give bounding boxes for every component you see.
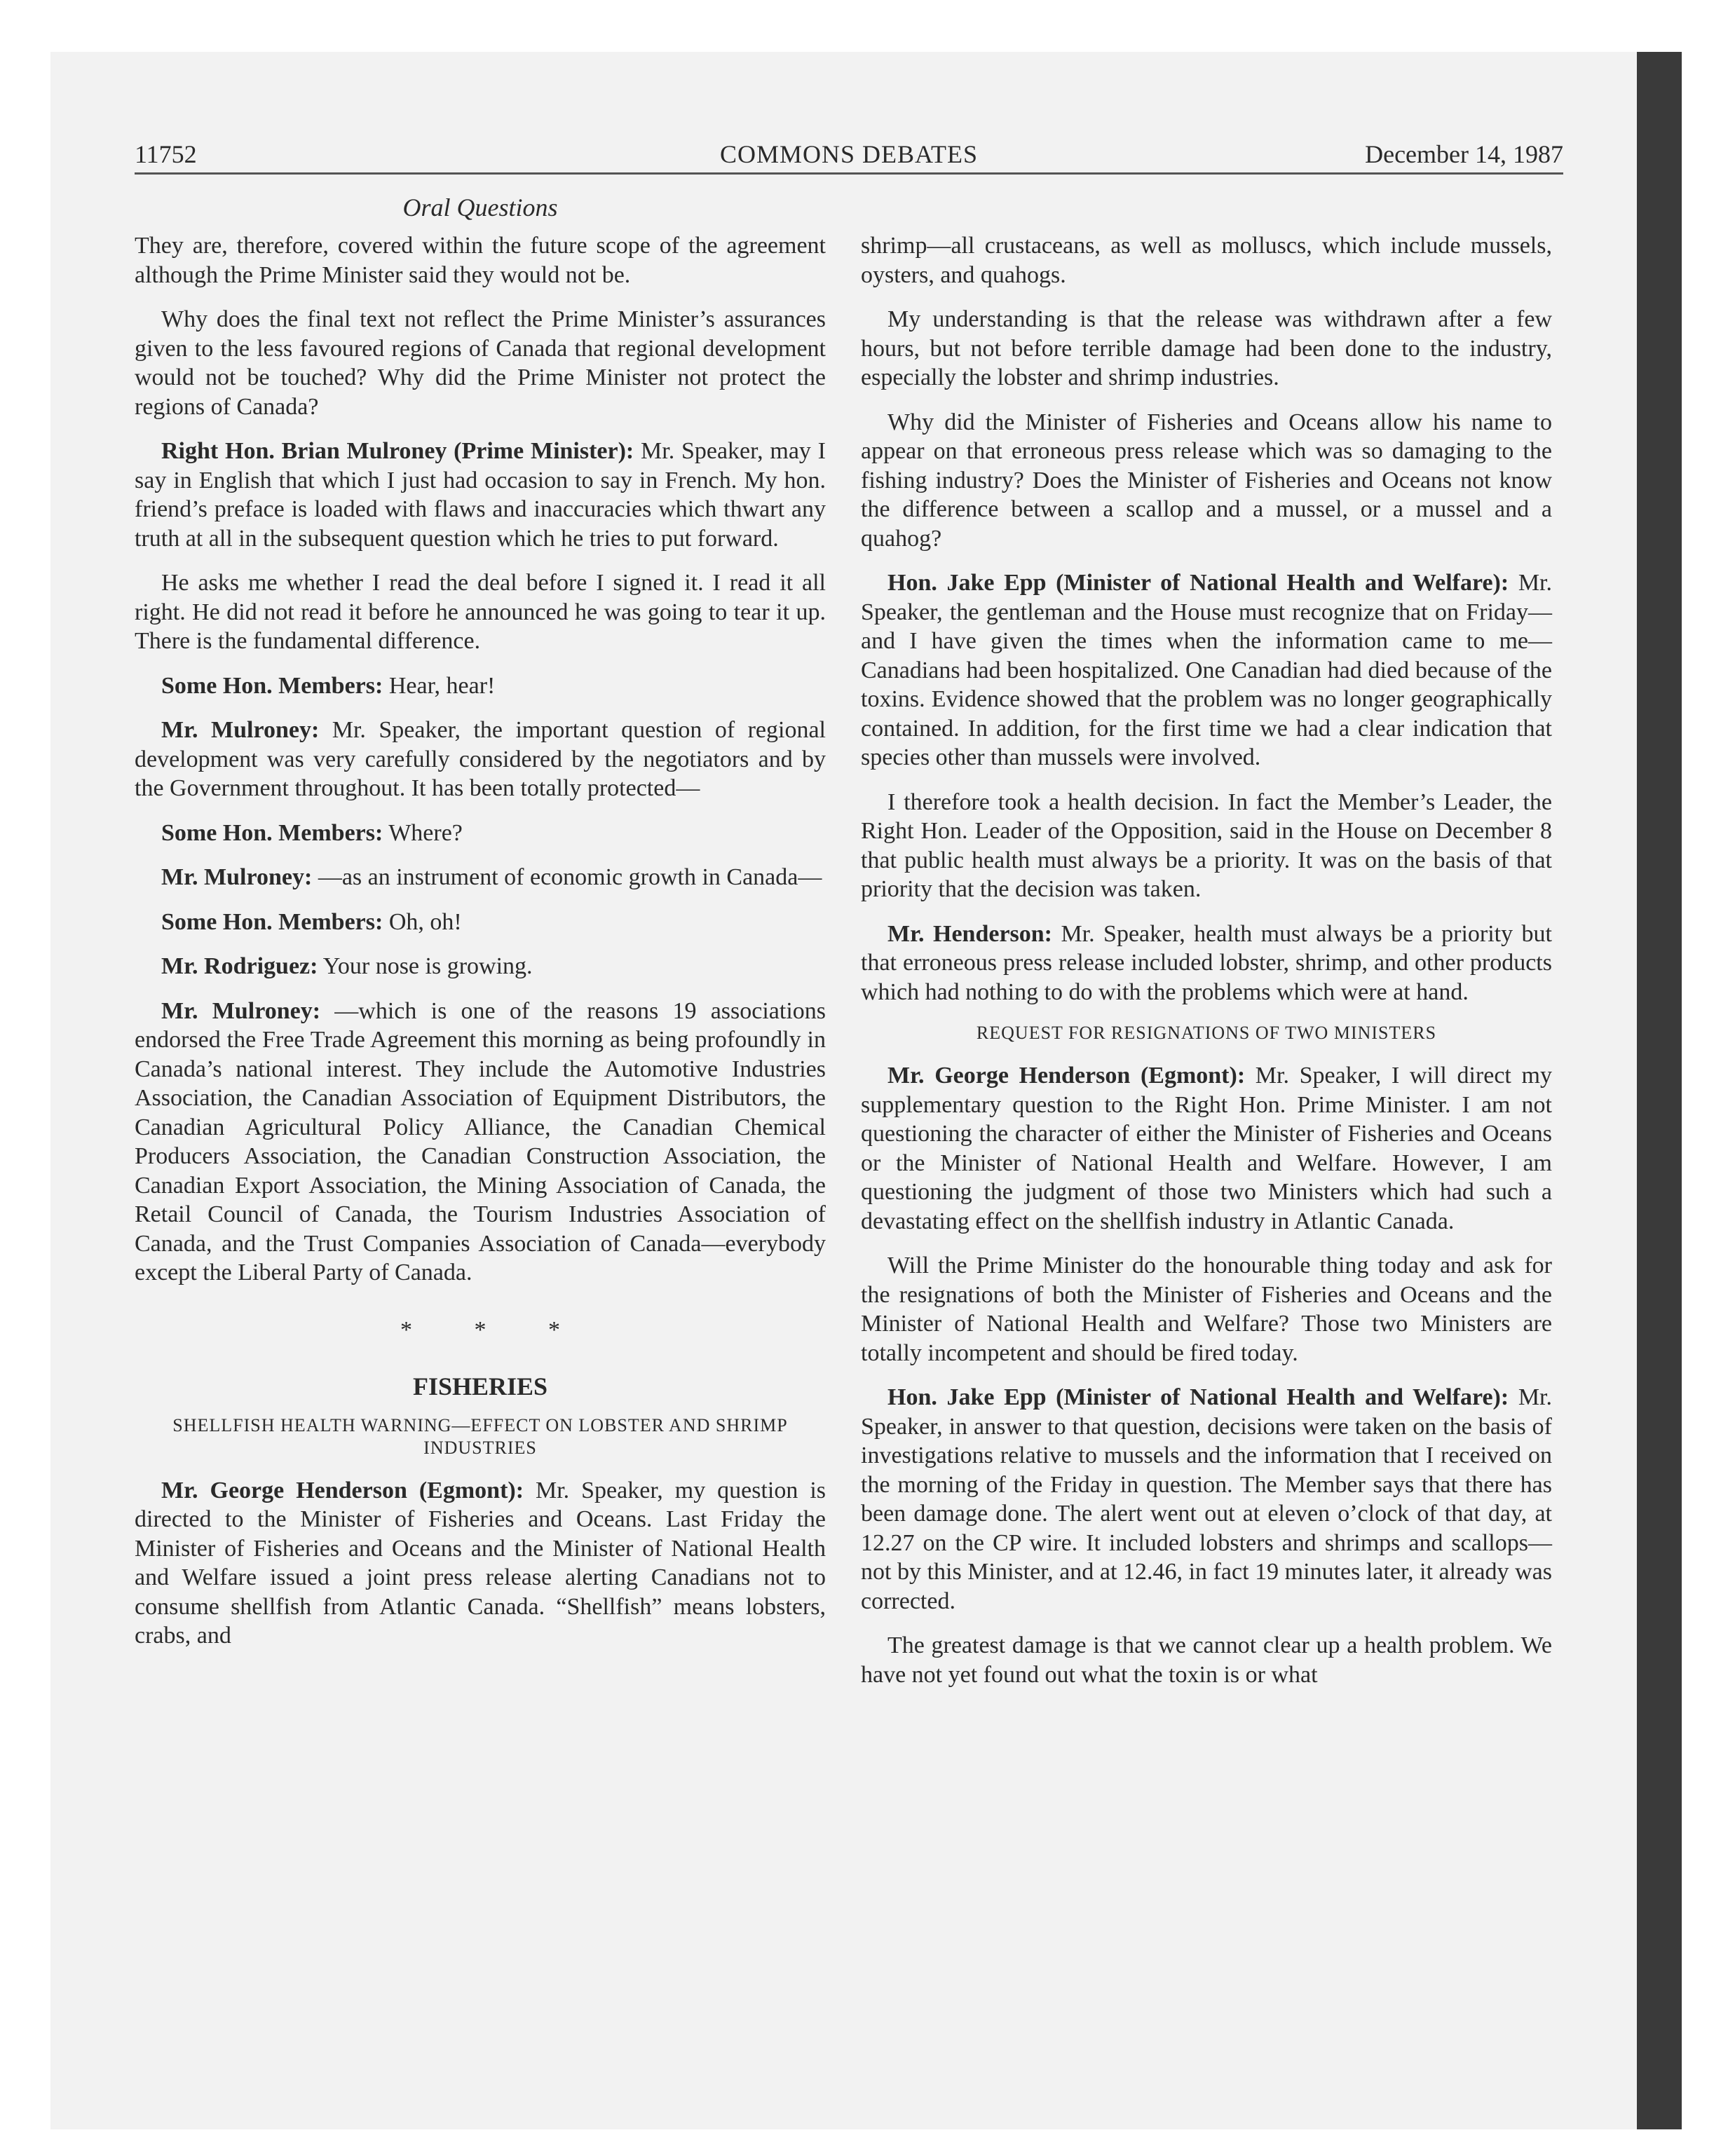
- page-header: [135, 139, 1563, 175]
- page-date: December 14, 1987: [1365, 140, 1563, 168]
- speech-text: Where?: [383, 819, 463, 846]
- paragraph: The greatest damage is that we cannot clear up a health problem. We have not yet found out what the toxin is or what: [861, 1632, 1552, 1688]
- speech-text: Mr. Speaker, my question is directed to the Minister of Fisheries and Oceans. Last Friday the Minister of Fisheries and Oceans and the Minister of National Health and Welfare issued a joint press release alerting Canadians not to consume shellfish from Atlantic Canada. “Shellfish” means lobsters, crabs, and: [135, 1477, 826, 1649]
- paragraph: My understanding is that the release was withdrawn after a few hours, but not before terrible damage had been done to the industry, especially the lobster and shrimp industries.: [861, 306, 1552, 390]
- scan-edge: [1637, 52, 1682, 2129]
- speech: [135, 863, 826, 892]
- speech: [135, 819, 826, 848]
- speaker: Some Hon. Members:: [161, 672, 383, 699]
- speech: [135, 952, 826, 981]
- speaker: Mr. George Henderson (Egmont):: [161, 1477, 524, 1503]
- speech-text: Mr. Speaker, in answer to that question, decisions were taken on the basis of investigations relative to mussels and the information that I received on the morning of the Friday in question. The Member says that there has been damage done. The alert went out at eleven o’clock of that day, at 12.27 on the CP wire. It included lobsters and shrimps and scallops—not by this Minister, and at 12.46, in fact 19 minutes later, it already was corrected.: [861, 1384, 1552, 1614]
- section-heading: FISHERIES: [412, 1372, 548, 1400]
- left-column: [135, 191, 826, 1666]
- speech-text: Mr. Speaker, may I say in English that which I just had occasion to say in French. My hon. friend’s preface is loaded with flaws and inaccuracies which thwart any truth at all in the subsequent question which he tries to put forward.: [135, 438, 826, 552]
- speech-text: Mr. Speaker, health must always be a priority but that erroneous press release included lobster, shrimp, and other products which had nothing to do with the problems which were at hand.: [861, 920, 1552, 1005]
- speaker: Mr. Mulroney:: [161, 864, 313, 890]
- paragraph: They are, therefore, covered within the future scope of the agreement although the Prime Minister said they would not be.: [135, 233, 826, 288]
- speech-text: Mr. Speaker, I will direct my supplementary question to the Right Hon. Prime Minister. I am not questioning the character of either the Minister of Fisheries and Oceans or the Minister of National Health and Welfare. However, I am questioning the judgment of those two Ministers which had such a devastating effect on the shellfish industry in Atlantic Canada.: [861, 1063, 1552, 1234]
- paragraph: He asks me whether I read the deal before I signed it. I read it all right. He did not read it before he announced he was going to tear it up. There is the fundamental difference.: [135, 570, 826, 654]
- speech: [135, 997, 826, 1288]
- right-column: [861, 231, 1552, 1705]
- speech-text: —as an instrument of economic growth in Canada—: [312, 864, 822, 890]
- paragraph: I therefore took a health decision. In fact the Member’s Leader, the Right Hon. Leader of the Opposition, said in the House on December 8 that public health must always be a priority. It was on the basis of that priority that the decision was taken.: [861, 789, 1552, 902]
- paragraph: Will the Prime Minister do the honourable thing today and ask for the resignations of both the Minister of Fisheries and Oceans and the Minister of National Health and Welfare? Those two Ministers are totally incompetent and should be fired today.: [861, 1253, 1552, 1366]
- paragraph: shrimp—all crustaceans, as well as molluscs, which include mussels, oysters, and quahogs.: [861, 233, 1552, 288]
- speech: [135, 671, 826, 701]
- speech: [135, 908, 826, 937]
- speech: [861, 1383, 1552, 1616]
- speaker: Mr. Henderson:: [887, 920, 1052, 947]
- section-running-title: Oral Questions: [402, 193, 558, 221]
- speech-text: Mr. Speaker, the important question of regional development was very carefully considered by the negotiators and by the Government throughout. It has been totally protected—: [135, 717, 826, 801]
- speech-text: Your nose is growing.: [318, 953, 533, 979]
- speaker: Hon. Jake Epp (Minister of National Health and Welfare):: [887, 570, 1509, 596]
- publication-title: COMMONS DEBATES: [719, 140, 979, 168]
- speaker: Right Hon. Brian Mulroney (Prime Minister):: [161, 438, 634, 464]
- paragraph: Why did the Minister of Fisheries and Oceans allow his name to appear on that erroneous press release which was so damaging to the fishing industry? Does the Minister of Fisheries and Oceans not know the difference between a scallop and a mussel, or a mussel and a quahog?: [861, 409, 1552, 552]
- speech: [861, 920, 1552, 1007]
- speech: [135, 1476, 826, 1651]
- speaker: Hon. Jake Epp (Minister of National Health and Welfare):: [887, 1384, 1509, 1410]
- speech: [861, 1061, 1552, 1236]
- section-divider: * * *: [400, 1316, 588, 1343]
- sub-heading: REQUEST FOR RESIGNATIONS OF TWO MINISTERS: [976, 1023, 1437, 1043]
- speaker: Some Hon. Members:: [161, 908, 383, 935]
- speaker: Mr. George Henderson (Egmont):: [887, 1063, 1246, 1089]
- speaker: Some Hon. Members:: [161, 819, 383, 846]
- speech-text: Oh, oh!: [383, 908, 462, 935]
- speech: [861, 568, 1552, 772]
- paragraph: Why does the final text not reflect the Prime Minister’s assurances given to the less favoured regions of Canada that regional development would not be touched? Why did the Prime Minister not protect the regions of Canada?: [135, 306, 826, 420]
- page-number: 11752: [135, 140, 197, 168]
- speech: [135, 437, 826, 553]
- speaker: Mr. Mulroney:: [161, 997, 321, 1024]
- speaker: Mr. Rodriguez:: [161, 953, 318, 979]
- speech-text: —which is one of the reasons 19 associations endorsed the Free Trade Agreement this morning as being profoundly in Canada’s national interest. They include the Automotive Industries Association, the Canadian Association of Equipment Distributors, the Canadian Agricultural Policy Alliance, the Canadian Chemical Producers Association, the Canadian Construction Association, the Canadian Export Association, the Mining Association of Canada, the Retail Council of Canada, the Tourism Industries Association of Canada, and the Trust Companies Association of Canada—everybody except the Liberal Party of Canada.: [135, 997, 826, 1285]
- speech: [135, 716, 826, 803]
- sub-heading: SHELLFISH HEALTH WARNING—EFFECT ON LOBSTER AND SHRIMP INDUSTRIES: [172, 1414, 788, 1458]
- speech-text: Hear, hear!: [383, 672, 496, 699]
- speaker: Mr. Mulroney:: [161, 717, 320, 743]
- speech-text: Mr. Speaker, the gentleman and the House must recognize that on Friday—and I have given the times when the information came to me—Canadians had been hospitalized. One Canadian had died because of the toxins. Evidence showed that the problem was no longer geographically contained. In addition, for the first time we had a clear indication that species other than mussels were involved.: [861, 570, 1552, 770]
